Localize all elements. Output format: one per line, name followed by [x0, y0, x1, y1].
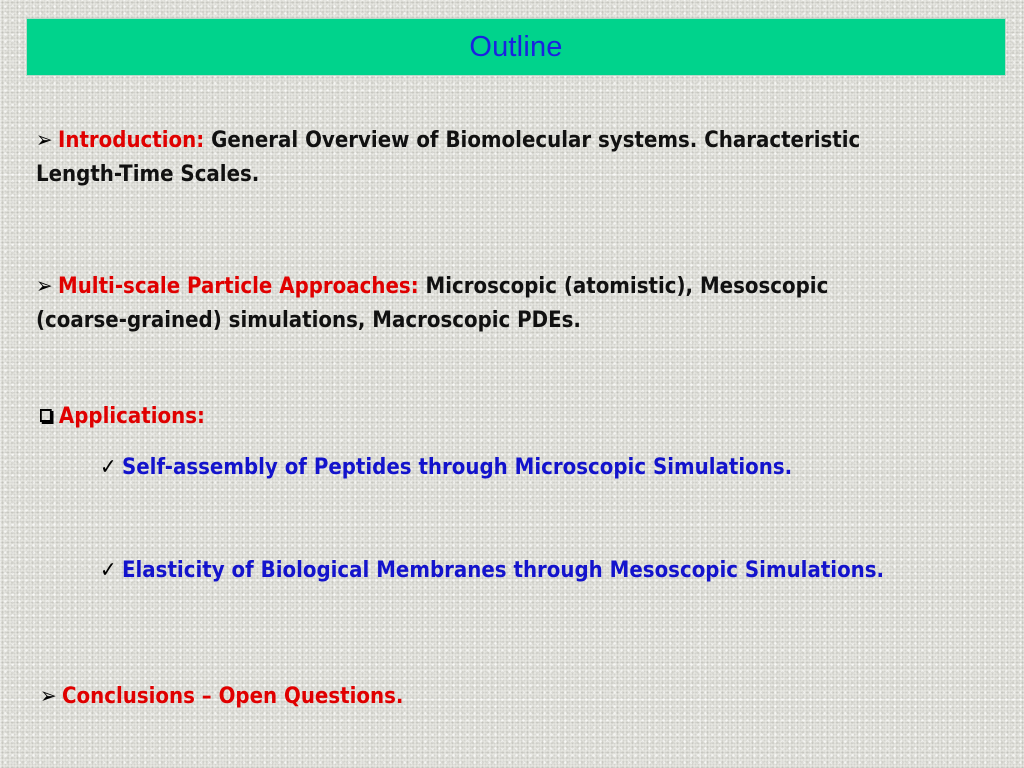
checkmark-icon: ✓: [100, 558, 117, 583]
title-bar: [26, 18, 1006, 76]
multiscale-line1: Microscopic (atomistic), Mesoscopic: [425, 274, 829, 299]
arrow-bullet-icon: ➢: [36, 274, 53, 299]
applications-sub-text-2: Elasticity of Biological Membranes through Mesoscopic Simulations.: [121, 558, 885, 583]
applications-sub-text-1: Self-assembly of Peptides through Microscopic Simulations.: [121, 455, 793, 480]
arrow-bullet-icon: ➢: [36, 128, 53, 153]
intro-line2: Length-Time Scales.: [36, 162, 260, 187]
conclusions-item: [40, 680, 403, 714]
applications-lead: Applications:: [58, 404, 205, 429]
intro-lead: Introduction:: [57, 128, 205, 153]
slide-title: Outline: [469, 30, 563, 63]
applications-item: [40, 400, 205, 434]
multiscale-line2: (coarse-grained) simulations, Macroscopic PDEs.: [36, 308, 581, 333]
conclusions-text: Conclusions – Open Questions.: [61, 684, 404, 709]
applications-sub-item-2: [100, 554, 884, 588]
checkmark-icon: ✓: [100, 455, 117, 480]
multiscale-lead: Multi-scale Particle Approaches:: [57, 274, 419, 299]
multiscale-item: [36, 270, 828, 338]
square-bullet-icon: [40, 409, 52, 422]
intro-line1: General Overview of Biomolecular systems. Characteristic: [211, 128, 861, 153]
arrow-bullet-icon: ➢: [40, 684, 57, 709]
intro-item: [36, 124, 860, 192]
applications-sub-item-1: [100, 451, 792, 485]
